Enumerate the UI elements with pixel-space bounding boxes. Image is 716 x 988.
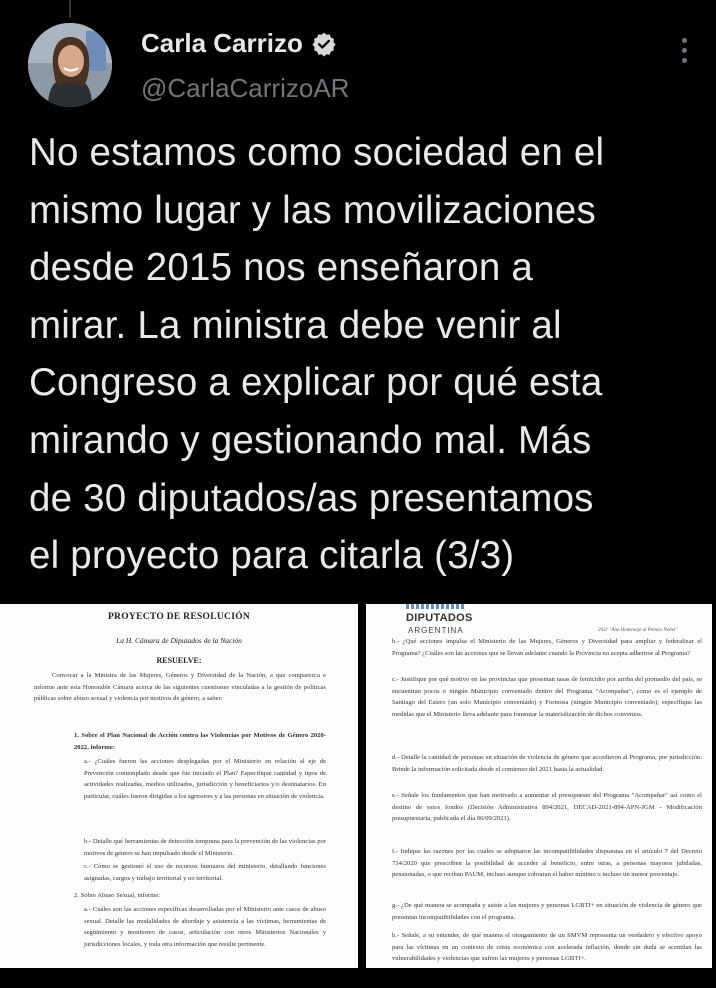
- author-handle[interactable]: @CarlaCarrizoAR: [141, 73, 350, 103]
- doc-paragraph: d.- Detalle la cantidad de personas en situación de violencia de género que accedieron al Programa, por jurisdicción. Brinde la información solicitada desde el comienzo del 2021 hasta la actualidad.: [392, 754, 702, 773]
- doc-logo-sub: ARGENTINA: [408, 626, 464, 635]
- doc-paragraph: g.- ¿De qué manera se acompaña y asiste a las mujeres y personas LGBTI+ en situación de violencia de género que presentan incompatibilidades con el programa.: [392, 902, 702, 921]
- logo-stripe: [406, 604, 466, 609]
- doc-paragraph: c.- Justifique por qué motivo en las provincias que presentan tasas de femicidio por arriba del promedio del país, se encuentran pocos o ningún Municipio conveniado dentro del Programa "Acompañar", como es el ejemplo de Santiago del Estero (un solo Municipio conveniado) y Formosa (ningún Municipio conveniado); especifique las medidas que el Ministerio lleva adelante para fomentar la materialización de dichos convenios.: [392, 676, 702, 718]
- verified-badge-icon: [311, 31, 337, 57]
- media-image-right[interactable]: [366, 604, 712, 968]
- more-options-icon[interactable]: [678, 38, 690, 66]
- doc-paragraph: a.- ¿Cuáles fueron las acciones desplegadas por el Ministerio en relación al eje de Prevención contemplado desde que fue iniciado el Plan? Especifique cantidad y tipos de actividades realizadas, medios utilizados, jurisdicción y beneficiarios y/o destinatarios. En particular, cuáles fueron dirigidas a los agresores y a las personas en situación de violencia.: [84, 758, 326, 800]
- tweet-line: mirar. La ministra debe venir al: [29, 303, 562, 347]
- doc-paragraph: f.- Indique las razones por las cuales se adoptaron las incompatibilidades dispuestas en el artículo 7 del Decreto 734/2020 que prescriben la posibilidad de acceder al beneficio, entre otras, a personas mayores jubiladas, pensionadas, o que reciban PAUM, incluso aunque cobraran el haber mínimo o incluso un menor porcentaje.: [392, 848, 702, 879]
- doc-paragraph: Convocar a la Ministra de las Mujeres, Géneros y Diversidad de la Nación, a que comparezca e informe ante esta Honorable Cámara acerca de las siguientes cuestiones vinculadas a la gestión de políticas públicas sobre abuso sexual y violencia por motivos de género, a saber:: [34, 672, 326, 703]
- thread-line: [69, 0, 71, 18]
- doc-paragraph: c.- Cómo se gestionó el uso de recursos humanos del ministerio, detallando funciones asignadas, cargos y trabajo territorial y no territorial.: [84, 863, 326, 882]
- doc-paragraph: 2. Sobre Abuso Sexual, informe:: [74, 892, 161, 899]
- tweet-line: No estamos como sociedad en el: [29, 131, 605, 174]
- profile-photo-icon: [28, 23, 112, 107]
- tweet-line: mirando y gestionando mal. Más: [29, 418, 592, 462]
- doc-paragraph: h.- Señale, a su entender, de qué manera el otorgamiento de un SMVM representa un verdadero y efectivo apoyo para las víctimas en un contexto de crisis económica con acelerada inflación, donde sin duda se acentúan las vulnerabilidades y violencias que sufren las mujeres y personas LGBTI+.: [392, 932, 702, 963]
- media-gallery: [0, 604, 716, 968]
- doc-resuelve: RESUELVE:: [156, 656, 202, 665]
- tweet-line: el proyecto para citarla (3/3): [29, 534, 515, 578]
- doc-title: PROYECTO DE RESOLUCIÓN: [107, 612, 251, 622]
- doc-paragraph: 1. Sobre el Plan Nacional de Acción contra las Violencias por Motivos de Género 2020-2022, informe:: [74, 732, 326, 751]
- doc-paragraph: b.- Detalle qué herramientas de detección temprana para la prevención de las violencias por motivos de género se han impulsado desde el Ministerio.: [84, 838, 326, 857]
- author-name[interactable]: Carla Carrizo: [141, 28, 303, 58]
- tweet-line: desde 2015 nos enseñaron a: [29, 246, 533, 290]
- author-name-row[interactable]: [141, 28, 337, 59]
- doc-paragraph: a.- Cuáles son las acciones específicas desarrolladas por el Ministerio ante casos de abuso sexual. Detalle las modalidades de abordaje y asistencia a las víctimas, herramientas de seguimiento y monitoreo de casos, articulación con otros Ministerios Nacionales y jurisdicciones locales, y toda otra información que resulte pertinente.: [84, 906, 326, 948]
- doc-subtitle: La H. Cámara de Diputados de la Nación: [116, 636, 242, 645]
- media-image-left[interactable]: [0, 604, 358, 968]
- tweet-line: mismo lugar y las movilizaciones: [29, 188, 596, 232]
- doc-logo: DIPUTADOS: [406, 612, 473, 624]
- tweet-text: [29, 124, 699, 585]
- doc-paragraph: b.- ¿Qué acciones impulsa el Ministerio de las Mujeres, Géneros y Diversidad para ampliar y federalizar el Programa? ¿Cuáles son las acciones que se llevan adelante cuando la Provincia no acepta adherirse al Programa?: [392, 638, 702, 657]
- tweet-line: de 30 diputados/as presentamos: [29, 476, 594, 520]
- avatar[interactable]: [28, 23, 112, 107]
- doc-paragraph: e.- Señale los fundamentos que han motivado a aumentar el presupuesto del Programa "Acompañar" así como el destino de estos fondos (Decisión Administrativa 894/2021, DECAD-2021-894-APN-JGM - Modificación presupuestaria, publicada el día 06/09/2021).: [392, 792, 702, 823]
- doc-header: 2021 "Año Homenaje al Premio Nobel": [598, 628, 678, 633]
- tweet-line: Congreso a explicar por qué esta: [29, 361, 603, 405]
- media-gutter: [712, 604, 716, 968]
